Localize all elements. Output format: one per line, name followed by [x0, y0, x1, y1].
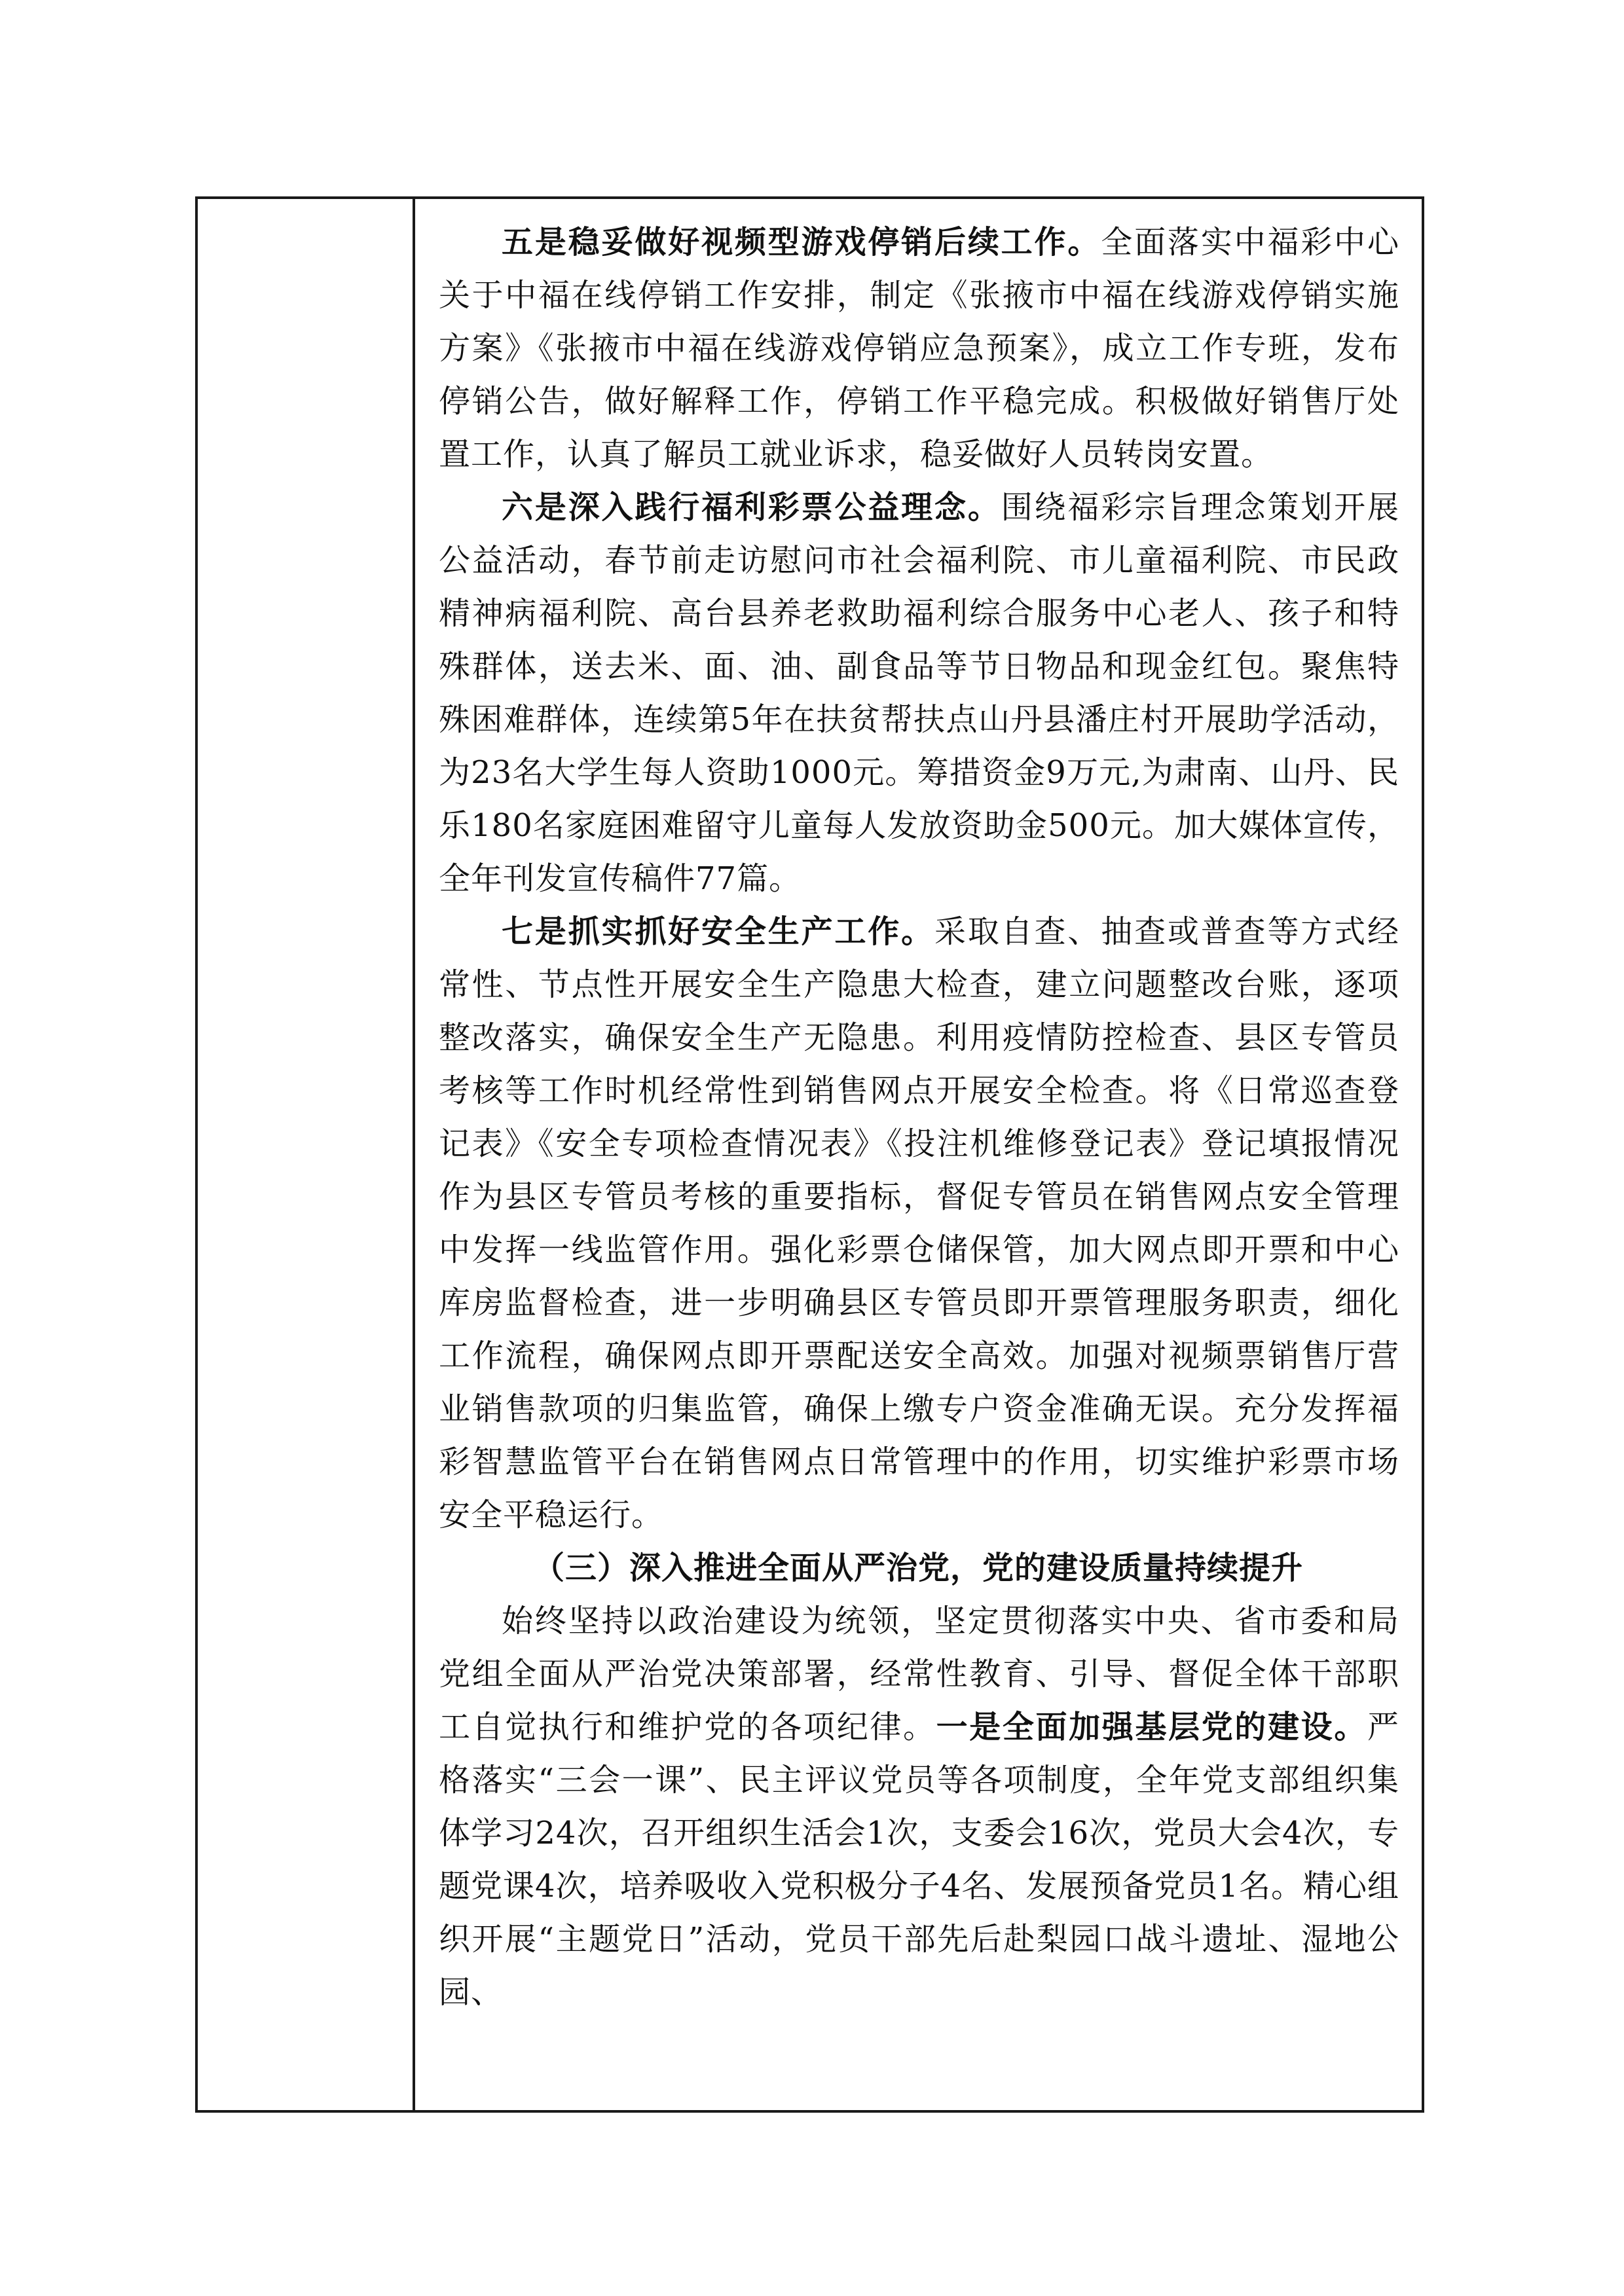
paragraph-body: 全面落实中福彩中心关于中福在线停销工作安排，制定《张掖市中福在线游戏停销实施方案》《张掖市中福在线游戏停销应急预案》，成立工作专班，发布停销公告，做好解释工作，停销工作平稳完成。积极做好销售厅处置工作，认真了解员工就业诉求，稳妥做好人员转岗安置。: [439, 224, 1399, 473]
paragraph-body: 围绕福彩宗旨理念策划开展公益活动，春节前走访慰问市社会福利院、市儿童福利院、市民政精神病福利院、高台县养老救助福利综合服务中心老人、孩子和特殊群体，送去米、面、油、副食品等节日物品和现金红包。聚焦特殊困难群体，连续第5年在扶贫帮扶点山丹县潘庄村开展助学活动，为23名大学生每人资助1000元。筹措资金9万元,为肃南、山丹、民乐180名家庭困难留守儿童每人发放资助金500元。加大媒体宣传，全年刊发宣传稿件77篇。: [439, 489, 1399, 897]
paragraph-safety-production: [439, 905, 1399, 1542]
paragraph-party-building: [439, 1595, 1399, 2019]
paragraph-body: 始终坚持以政治建设为统领，坚定贯彻落实中央、省市委和局党组全面从严治党决策部署，经常性教育、引导、督促全体干部职工自觉执行和维护党的各项纪律。: [439, 1603, 1399, 1745]
paragraph-lead: 七是抓实抓好安全生产工作。: [502, 913, 934, 950]
paragraph-public-welfare: [439, 481, 1399, 905]
table-content-cell: [415, 199, 1422, 2110]
paragraph-suspension-followup: [439, 216, 1399, 481]
paragraph-body: 采取自查、抽查或普查等方式经常性、节点性开展安全生产隐患大检查，建立问题整改台账，逐项整改落实，确保安全生产无隐患。利用疫情防控检查、县区专管员考核等工作时机经常性到销售网点开展安全检查。将《日常巡查登记表》《安全专项检查情况表》《投注机维修登记表》登记填报情况作为县区专管员考核的重要指标，督促专管员在销售网点安全管理中发挥一线监管作用。强化彩票仓储保管，加大网点即开票和中心库房监督检查，进一步明确县区专管员即开票管理服务职责，细化工作流程，确保网点即开票配送安全高效。加强对视频票销售厅营业销售款项的归集监管，确保上缴专户资金准确无误。充分发挥福彩智慧监管平台在销售网点日常管理中的作用，切实维护彩票市场安全平稳运行。: [439, 913, 1399, 1533]
paragraph-lead: 六是深入践行福利彩票公益理念。: [502, 489, 1001, 526]
paragraph-lead: 五是稳妥做好视频型游戏停销后续工作。: [502, 224, 1101, 261]
paragraph-body-continued: 严格落实“三会一课”、民主评议党员等各项制度，全年党支部组织集体学习24次，召开组织生活会1次，支委会16次，党员大会4次，专题党课4次，培养吸收入党积极分子4名、发展预备党员1名。精心组织开展“主题党日”活动，党员干部先后赴梨园口战斗遗址、湿地公园、: [439, 1709, 1399, 2011]
section-heading: （三）深入推进全面从严治党，党的建设质量持续提升: [533, 1550, 1304, 1586]
table-left-cell: [198, 199, 415, 2110]
paragraph-inline-lead: 一是全面加强基层党的建设。: [936, 1709, 1367, 1745]
table-frame: [195, 196, 1424, 2113]
